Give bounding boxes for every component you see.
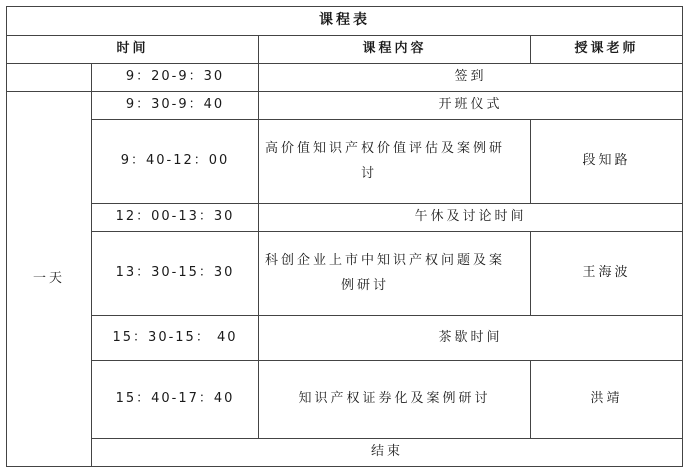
table-row [7,204,683,232]
content-line-2: 例研讨 [341,277,390,293]
header-time: 时间 [7,36,259,64]
time-cell: 15：40-17：40 [92,361,259,439]
header-content: 课程内容 [259,36,531,64]
teacher-cell: 洪靖 [531,361,683,439]
table-row [7,232,683,316]
content-cell [259,232,531,316]
time-cell: 13：30-15：30 [92,232,259,316]
content-cell [259,120,531,204]
end-cell: 结束 [92,439,683,467]
time-cell: 9：20-9：30 [92,64,259,92]
table-row [7,316,683,361]
blank-cell [7,64,92,92]
table-title: 课程表 [7,7,683,36]
table-row [7,439,683,467]
content-line-1: 高价值知识产权价值评估及案例研 [265,141,506,157]
schedule-table [6,6,683,467]
table-row [7,92,683,120]
header-row [7,36,683,64]
time-cell: 9：40-12：00 [92,120,259,204]
table-row [7,361,683,439]
header-teacher: 授课老师 [531,36,683,64]
time-cell: 12：00-13：30 [92,204,259,232]
teacher-cell: 段知路 [531,120,683,204]
teacher-cell: 王海波 [531,232,683,316]
content-cell: 茶歇时间 [259,316,683,361]
content-cell: 签到 [259,64,683,92]
content-cell: 开班仪式 [259,92,683,120]
day-label: 一天 [7,92,92,467]
content-line-2: 讨 [361,165,378,181]
time-cell: 9：30-9：40 [92,92,259,120]
content-cell: 知识产权证券化及案例研讨 [259,361,531,439]
title-row [7,7,683,36]
table-row [7,64,683,92]
content-line-1: 科创企业上市中知识产权问题及案 [265,253,506,269]
table-row [7,120,683,204]
content-cell: 午休及讨论时间 [259,204,683,232]
time-cell: 15：30-15： 40 [92,316,259,361]
